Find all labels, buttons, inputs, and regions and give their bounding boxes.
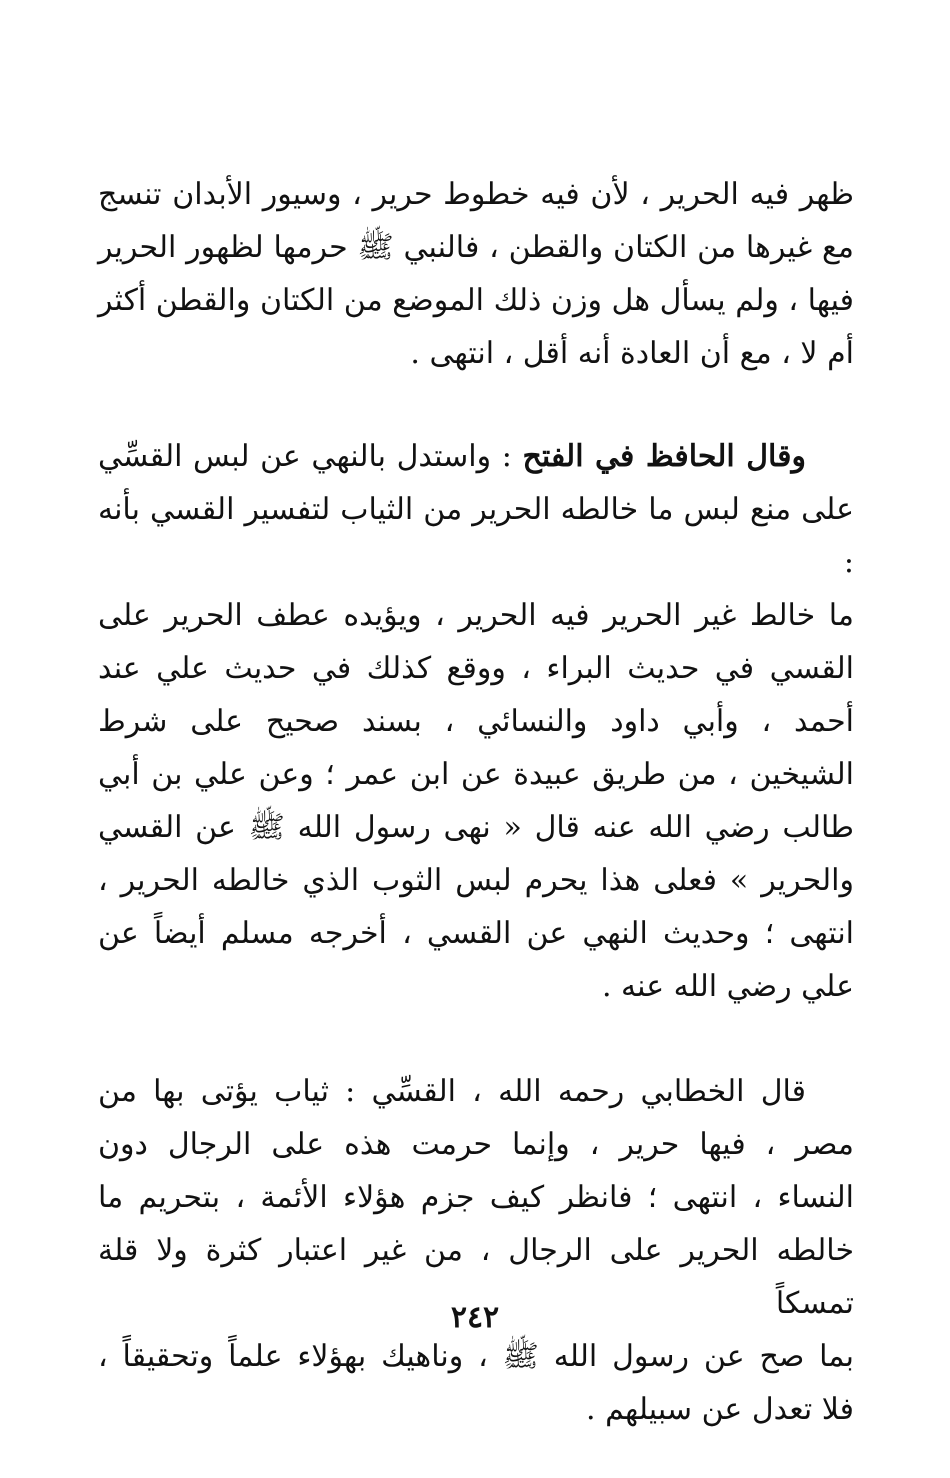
text-line: انتهى ؛ وحديث النهي عن القسي ، أخرجه مسلم أيضاً عن xyxy=(98,916,854,951)
text-line: مصر ، فيها حرير ، وإنما حرمت هذه على الرجال دون xyxy=(98,1127,854,1162)
text-line: مع غيرها من الكتان والقطن ، فالنبي ﷺ حرمها لظهور الحرير xyxy=(98,230,854,265)
page-number: ٢٤٢ xyxy=(450,1300,500,1335)
lead-text: : واستدل بالنهي عن لبس القسِّي xyxy=(98,439,523,474)
paragraph-3 xyxy=(98,1065,854,1436)
text-line: على منع لبس ما خالطه الحرير من الثياب لتفسير القسي بأنه : xyxy=(98,492,854,580)
paragraph-2 xyxy=(98,430,854,1013)
source-title: وقال الحافظ في الفتح xyxy=(522,439,806,474)
text-line: الشيخين ، من طريق عبيدة عن ابن عمر ؛ وعن علي بن أبي xyxy=(98,757,854,792)
page-body xyxy=(98,168,854,1436)
text-line: ظهر فيه الحرير ، لأن فيه خطوط حرير ، وسيور الأبدان تنسج xyxy=(98,177,854,212)
text-line: أم لا ، مع أن العادة أنه أقل ، انتهى . xyxy=(410,336,854,371)
text-line: النساء ، انتهى ؛ فانظر كيف جزم هؤلاء الأئمة ، بتحريم ما xyxy=(98,1180,854,1215)
text-line: علي رضي الله عنه . xyxy=(601,969,854,1004)
text-line: طالب رضي الله عنه قال « نهى رسول الله ﷺ عن القسي xyxy=(98,810,854,845)
paragraph-1 xyxy=(98,168,854,380)
text-line-lead: قال الخطابي رحمه الله ، القسِّي : ثياب يؤتى بها من xyxy=(98,1074,806,1109)
text-line: القسي في حديث البراء ، ووقع كذلك في حديث علي عند xyxy=(98,651,854,686)
text-line: بما صح عن رسول الله ﷺ ، وناهيك بهؤلاء علماً وتحقيقاً ، xyxy=(98,1339,854,1374)
text-line-lead xyxy=(98,430,854,483)
text-line: ما خالط غير الحرير فيه الحرير ، ويؤيده عطف الحرير على xyxy=(98,598,854,633)
text-line: والحرير » فعلى هذا يحرم لبس الثوب الذي خالطه الحرير ، xyxy=(98,863,854,898)
text-line: فلا تعدل عن سبيلهم . xyxy=(586,1392,854,1427)
text-line: أحمد ، وأبي داود والنسائي ، بسند صحيح على شرط xyxy=(98,704,854,739)
text-line: خالطه الحرير على الرجال ، من غير اعتبار كثرة ولا قلة تمسكاً xyxy=(98,1233,854,1321)
text-line: فيها ، ولم يسأل هل وزن ذلك الموضع من الكتان والقطن أكثر xyxy=(98,283,854,318)
